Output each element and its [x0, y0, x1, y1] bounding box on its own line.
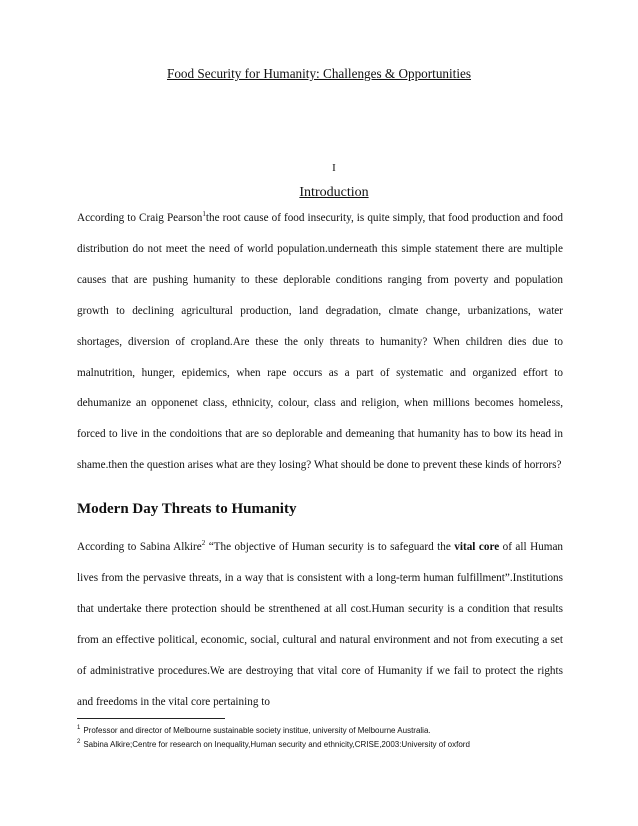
footnote-1 [77, 724, 567, 738]
footnote-2 [77, 738, 567, 752]
footnote-text: Sabina Alkire;Centre for research on Inequality,Human security and ethnicity,CRISE,2003:University of oxford [83, 740, 470, 749]
footnotes [77, 724, 567, 752]
footnote-ref-2: 2 [201, 539, 206, 547]
footnote-separator [77, 718, 225, 719]
section-number: I [332, 162, 336, 174]
vital-core-emphasis: vital core [454, 541, 500, 553]
threats-paragraph [77, 532, 563, 717]
paragraph-text-after: of all Human lives from the pervasive threats, in a way that is consistent with a long-term human fulfillment”.Institutions that undertake there protection should be strenthened at all cost.Human security is a condition that results from an effective political, economic, social, cultural and natural environment and not from executing a set of administrative procedures.We are destroying that vital core of Humanity if we fail to protect the rights and freedoms in the vital core pertaining to [77, 541, 564, 708]
document-title: Food Security for Humanity: Challenges & Opportunities [166, 66, 471, 81]
paragraph-lead: According to Sabina Alkire [77, 541, 202, 553]
introduction-paragraph [77, 203, 563, 481]
footnote-text: Professor and director of Melbourne sustainable society institue, university of Melbourne Australia. [83, 726, 431, 735]
footnote-number: 2 [77, 739, 81, 745]
introduction-heading: Introduction [299, 185, 369, 200]
footnote-ref-1: 1 [202, 210, 206, 218]
paragraph-lead: According to Craig Pearson [77, 212, 203, 224]
paragraph-text: the root cause of food insecurity, is quite simply, that food production and food distribution do not meet the need of world population.underneath this simple statement there are multiple causes that are pushing humanity to these deplorable conditions ranging from poverty and population growth to declining agricultural production, land degradation, clmate change, urbanizations, water shortages, diversion of cropland.Are these the only threats to humanity? When children dies due to malnutrition, hunger, epidemics, when rape occurs as a part of systematic and organized effort to dehumanize an opponenet class, ethnicity, colour, class and religion, when millions becomes homeless, forced to live in the condoitions that are so deplorable and demeaning that humanity has to bow its head in shame.then the question arises what are they losing? What should be done to prevent these kinds of horrors? [77, 212, 563, 472]
section-heading: Modern Day Threats to Humanity [77, 501, 297, 517]
footnote-number: 1 [77, 725, 81, 731]
paragraph-text-before: “The objective of Human security is to safeguard the [205, 541, 455, 553]
